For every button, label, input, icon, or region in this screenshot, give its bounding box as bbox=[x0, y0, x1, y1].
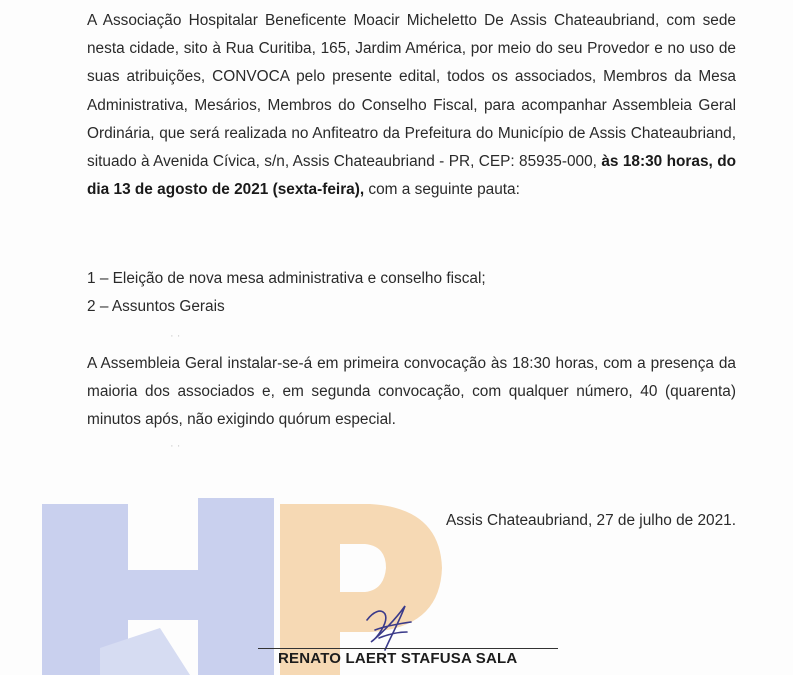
signature-line bbox=[258, 648, 558, 649]
closing-paragraph: A Assembleia Geral instalar-se-á em primeira convocação às 18:30 horas, com a presença da maioria dos associados e, em segunda convocação, com qualquer número, 40 (quarenta) minutos após, não exigindo quórum especial. bbox=[87, 355, 736, 429]
intro-text-end: com a seguinte pauta: bbox=[364, 181, 520, 199]
agenda-item-2: 2 – Assuntos Gerais bbox=[87, 298, 225, 315]
intro-text-start: A Associação Hospitalar Beneficente Moacir Micheletto De Assis Chateaubriand, com sede nesta cidade, sito à Rua Curitiba, 165, Jardim América, por meio do seu Provedor e no uso de suas atribuições, CONVOCA pelo presente edital, todos os associados, Membros da Mesa Administrativa, Mesários, Membros do Conselho Fiscal, para acompanhar Assembleia Geral Ordinária, que será realizada no Anfiteatro da Prefeitura do Município de Assis Chateaubriand, situado à Avenida Cívica, s/n, Assis Chateaubriand - PR, CEP: 85935-000, bbox=[87, 12, 736, 171]
bleed-through-mark: · · bbox=[170, 440, 181, 452]
signer-name: RENATO LAERT STAFUSA SALA bbox=[278, 650, 518, 667]
place-and-date: Assis Chateaubriand, 27 de julho de 2021. bbox=[445, 512, 736, 529]
handwritten-signature bbox=[355, 598, 425, 658]
bleed-through-mark: · · bbox=[170, 330, 181, 342]
intro-paragraph bbox=[87, 7, 736, 204]
meeting-datetime: às 18:30 horas, do dia 13 de agosto de 2021 (sexta-feira), bbox=[87, 153, 736, 199]
agenda-item-1: 1 – Eleição de nova mesa administrativa e conselho fiscal; bbox=[87, 270, 486, 287]
watermark-h-shape bbox=[42, 498, 274, 675]
